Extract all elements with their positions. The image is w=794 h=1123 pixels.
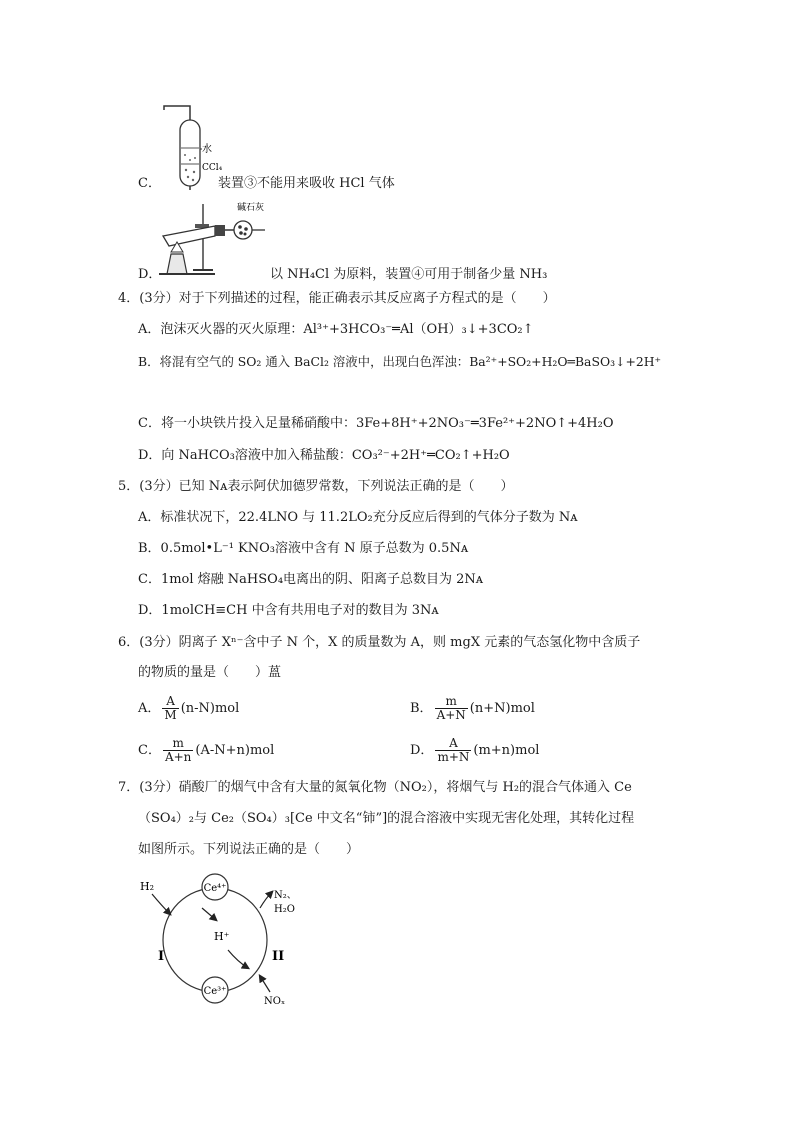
- q3-option-d-letter: D．: [138, 267, 162, 282]
- heating-apparatus: [155, 196, 275, 278]
- label-soda-lime: 碱石灰: [237, 203, 265, 213]
- heated-tube: [163, 226, 215, 246]
- test-tube: [180, 120, 200, 186]
- q6-option-d: D． $\frac{A}{m+N}$ (m+n)mol: [410, 736, 540, 764]
- q5-option-d: D．1molCH≡CH 中含有共用电子对的数目为 3Nᴀ: [138, 603, 439, 618]
- ce-cycle-diagram: [130, 868, 320, 1010]
- q6-option-a: A． $\frac{A}{M}$ (n-N)mol: [138, 694, 240, 722]
- q3-option-c-letter: C．: [138, 176, 161, 191]
- h2-arrow: [152, 894, 170, 914]
- roman-two: II: [272, 949, 285, 964]
- label-water: 水: [202, 144, 212, 155]
- q4-stem: 4．(3分）对于下列描述的过程，能正确表示其反应离子方程式的是（ ）: [118, 291, 556, 306]
- q5-stem: 5．(3分）已知 Nᴀ表示阿伏加德罗常数，下列说法正确的是（ ）: [118, 479, 514, 494]
- ce3-label: Ce³⁺: [203, 986, 227, 997]
- nox-label: NOₓ: [264, 996, 286, 1007]
- n2-arrow: [260, 892, 272, 908]
- ce4-label: Ce⁴⁺: [203, 883, 227, 894]
- q7-line2: （SO₄）₂与 Ce₂（SO₄）₃[Ce 中文名“铈”]的混合溶液中实现无害化处理，其转化过程: [138, 811, 635, 826]
- q5-option-b: B．0.5mol•L⁻¹ KNO₃溶液中含有 N 原子总数为 0.5Nᴀ: [138, 541, 469, 556]
- q4-option-b: B．将混有空气的 SO₂ 通入 BaCl₂ 溶液中，出现白色浑浊：Ba²⁺+SO₂+H₂O═BaSO₃↓+2H⁺: [138, 354, 662, 369]
- h2o-label: H₂O: [274, 904, 295, 915]
- alcohol-lamp: [167, 254, 187, 274]
- h2-label: H₂: [140, 880, 155, 893]
- q5-option-c: C．1mol 熔融 NaHSO₄电离出的阴、阳离子总数目为 2Nᴀ: [138, 572, 484, 587]
- roman-one: I: [158, 949, 165, 964]
- n2-label: N₂、: [274, 890, 297, 901]
- q6-option-c: C． $\frac{m}{A+n}$ (A-N+n)mol: [138, 736, 275, 764]
- q4-option-c: C．将一小块铁片投入足量稀硝酸中：3Fe+8H⁺+2NO₃⁻═3Fe²⁺+2NO↑+4H₂O: [138, 416, 614, 431]
- q5-option-a: A．标准状况下，22.4LNO 与 11.2LO₂充分反应后得到的气体分子数为 Nᴀ: [138, 510, 578, 525]
- q7-line3: 如图所示。下列说法正确的是（ ）: [138, 842, 360, 857]
- inner-arrow-2: [228, 950, 248, 968]
- q4-option-d: D．向 NaHCO₃溶液中加入稀盐酸：CO₃²⁻+2H⁺═CO₂↑+H₂O: [138, 448, 510, 463]
- nox-arrow: [260, 976, 270, 992]
- q4-option-a: A．泡沫灭火器的灭火原理：Al³⁺+3HCO₃⁻═Al（OH）₃↓+3CO₂↑: [138, 322, 534, 337]
- q6-option-b: B． $\frac{m}{A+N}$ (n+N)mol: [410, 694, 535, 722]
- hplus-label: H⁺: [214, 930, 230, 943]
- label-ccl4: CCl₄: [202, 163, 223, 173]
- drying-tube: [234, 221, 252, 239]
- q6-stem-line1: 6．(3分）阴离子 Xⁿ⁻含中子 N 个，X 的质量数为 A，则 mgX 元素的气态氢化物中含质子: [118, 635, 641, 650]
- q6-stem-line2: 的物质的量是（ ）蒕: [138, 665, 282, 680]
- q3-option-c-text: 装置③不能用来吸收 HCl 气体: [218, 176, 395, 191]
- q7-line1: 7．(3分）硝酸厂的烟气中含有大量的氮氧化物（NO₂），将烟气与 H₂的混合气体通入 Ce: [118, 780, 632, 795]
- inner-arrow-1: [202, 908, 216, 920]
- q3-option-d-text: 以 NH₄Cl 为原料，装置④可用于制备少量 NH₃: [270, 267, 548, 282]
